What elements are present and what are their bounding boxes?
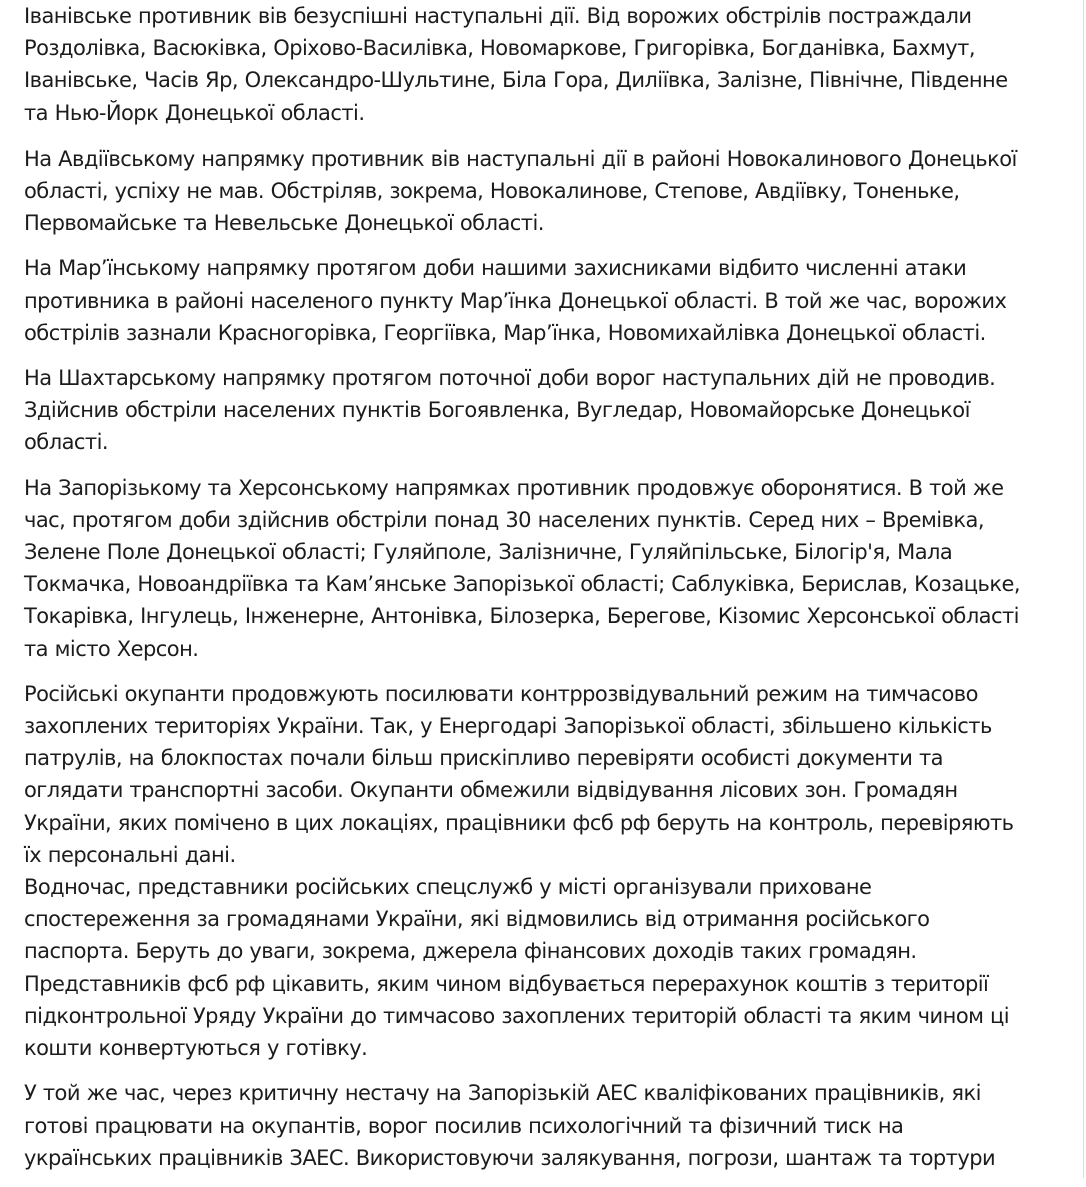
paragraph-bakhmut <box>24 0 1064 129</box>
text-line: Токмачка, Новоандріївка та Кам’янське Запорізької області; Саблуківка, Берислав, Козацьке, <box>24 572 1020 597</box>
paragraph-avdiivka <box>24 143 1064 240</box>
text-line: Іванівське, Часів Яр, Олександро-Шультине, Біла Гора, Диліївка, Залізне, Північне, Південне <box>24 68 1008 93</box>
text-line: підконтрольної Уряду України до тимчасово захоплених територій області та яким чином ці <box>24 1003 1010 1028</box>
text-line: українських працівників ЗАЕС. Використовуючи залякування, погрози, шантаж та тортури <box>24 1145 996 1170</box>
text-line: та місто Херсон. <box>24 636 199 661</box>
text-line: оглядати транспортні засоби. Окупанти обмежили відвідування лісових зон. Громадян <box>24 778 958 803</box>
text-line: спостереження за громадянами України, які відмовились від отримання російського <box>24 907 930 932</box>
text-line: та Нью-Йорк Донецької області. <box>24 100 365 125</box>
text-line: Здійснив обстріли населених пунктів Богоявленка, Вугледар, Новомайорське Донецької <box>24 398 970 423</box>
text-line: Водночас, представники російських спецслужб у місті організували приховане <box>24 875 872 900</box>
text-line: паспорта. Беруть до уваги, зокрема, джерела фінансових доходів таких громадян. <box>24 939 917 964</box>
text-line: Первомайське та Невельське Донецької області. <box>24 211 544 236</box>
text-line: Токарівка, Інгулець, Інженерне, Антонівка, Білозерка, Берегове, Кізомис Херсонської області <box>24 604 1019 629</box>
text-line: України, яких помічено в цих локаціях, працівники фсб рф беруть на контроль, перевіряють <box>24 810 1014 835</box>
text-line: противника в районі населеного пункту Мар’їнка Донецької області. В той же час, ворожих <box>24 288 1007 313</box>
text-line: На Авдіївському напрямку противник вів наступальні дії в районі Новокалинового Донецької <box>24 146 1017 171</box>
paragraph-shakhtarsk <box>24 362 1064 459</box>
paragraph-zaes <box>24 1077 1064 1174</box>
text-line: На Шахтарському напрямку протягом поточної доби ворог наступальних дій не проводив. <box>24 366 996 391</box>
text-line: патрулів, на блокпостах почали більш прискіпливо перевіряти особисті документи та <box>24 746 943 771</box>
text-line: На Мар’їнському напрямку протягом доби нашими захисниками відбито численні атаки <box>24 256 967 281</box>
text-line: їх персональні дані. <box>24 842 236 867</box>
text-line: кошти конвертуються у готівку. <box>24 1036 368 1061</box>
text-line: Іванівське противник вів безуспішні наступальні дії. Від ворожих обстрілів постраждали <box>24 4 972 28</box>
paragraph-zaporizhzhia-kherson <box>24 472 1064 665</box>
post-body <box>24 0 1064 1187</box>
text-line: час, протягом доби здійснив обстріли понад 30 населених пунктів. Серед них – Времівка, <box>24 507 984 532</box>
text-line: захоплених територіях України. Так, у Енергодарі Запорізької області, збільшено кількість <box>24 714 992 739</box>
text-line: Роздолівка, Васюківка, Оріхово-Василівка, Новомаркове, Григорівка, Богданівка, Бахмут, <box>24 36 975 61</box>
text-line: області, успіху не мав. Обстріляв, зокрема, Новокалинове, Степове, Авдіївку, Тоненьке, <box>24 179 960 204</box>
text-line: Зелене Поле Донецької області; Гуляйполе, Залізничне, Гуляйпільське, Білогір'я, Мала <box>24 540 953 565</box>
text-line: готові працювати на окупантів, ворог посилив психологічний та фізичний тиск на <box>24 1113 904 1138</box>
paragraph-occupied-regime <box>24 678 1064 1064</box>
text-line: області. <box>24 430 108 455</box>
text-line: Представників фсб рф цікавить, яким чином відбувається перерахунок коштів з території <box>24 971 989 996</box>
text-line: обстрілів зазнали Красногорівка, Георгіївка, Мар’їнка, Новомихайлівка Донецької області. <box>24 320 986 345</box>
text-line: Російські окупанти продовжують посилювати контррозвідувальний режим на тимчасово <box>24 681 978 706</box>
text-line: На Запорізькому та Херсонському напрямках противник продовжує оборонятися. В той же <box>24 475 1004 500</box>
text-line: У той же час, через критичну нестачу на Запорізькій АЕС кваліфікованих працівників, які <box>24 1081 981 1106</box>
paragraph-marinka <box>24 252 1064 349</box>
